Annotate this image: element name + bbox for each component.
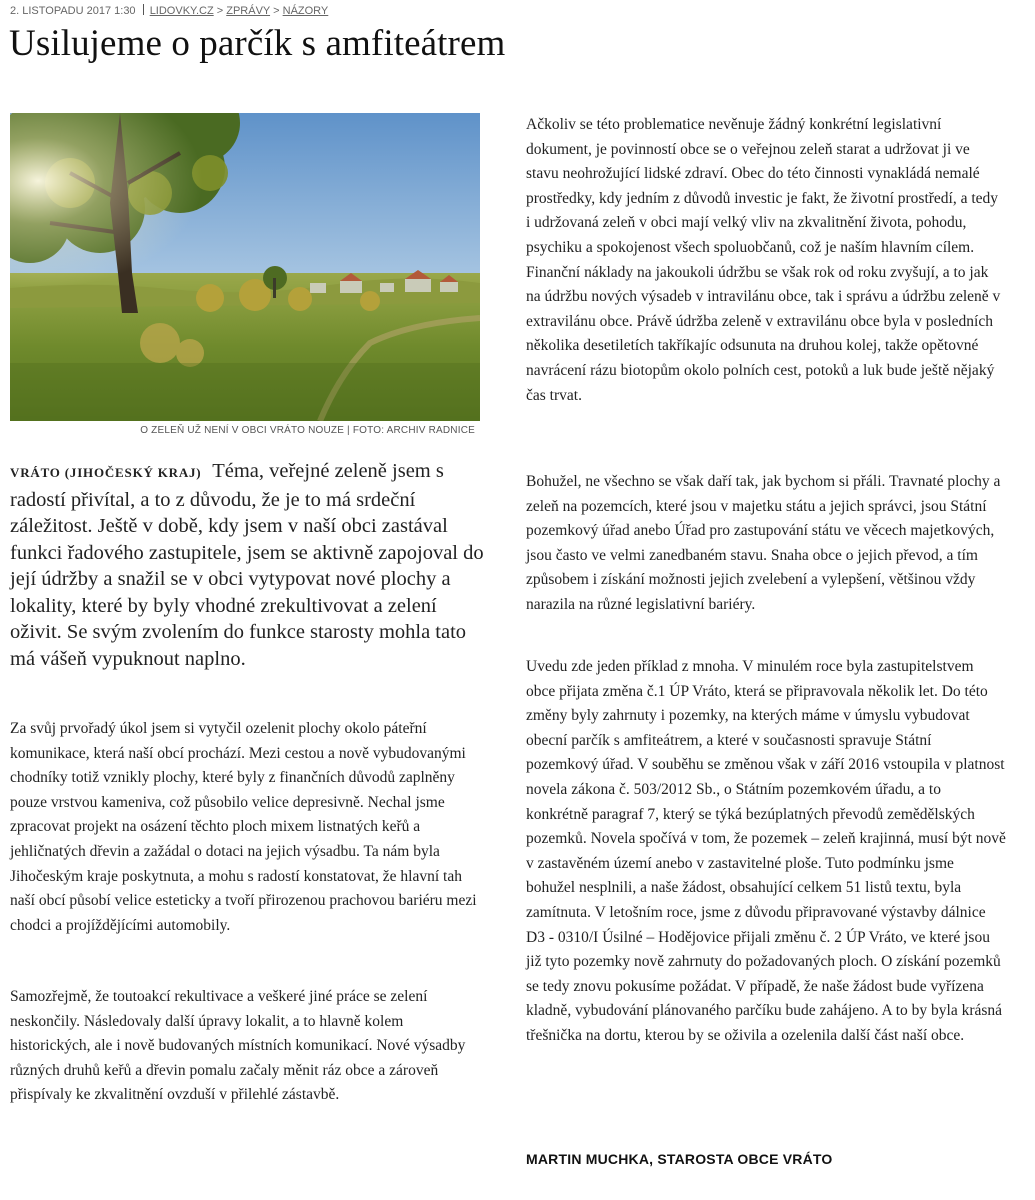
breadcrumb-zpravy[interactable]: ZPRÁVY <box>226 5 271 17</box>
paragraph-5: Uvedu zde jeden příklad z mnoha. V minulém roce byla zastupitelstvem obce přijata změna č.1 ÚP Vráto, která se připravovala několik let. Do této změny byly zahrnuty i pozemky, na kterých máme v úmyslu vybudovat obecní parčík s amfiteátrem, a které v současnosti spravuje Státní pozemkový úřad. V souběhu se změnou však v září 2016 vstoupila v platnost novela zákona č. 503/2012 Sb., o Státním pozemkovém úřadu, a to konkrétně paragraf 7, který se týká bezúplatných převodů zemědělských pozemků. Novela spočívá v tom, že pozemek – zeleň krajinná, musí být nově v zastavěném území anebo v zastavitelné ploše. Tuto podmínku jsme bohužel nesplnili, a naše žádost, obsahující celkem 51 listů textu, byla zamítnuta. V letošním roce, jsme z důvodu připravované výstavby dálnice D3 - 0310/I Úsilné – Hodějovice přijali změnu č. 2 ÚP Vráto, ve které jsou již tyto pozemky nově zahrnuty do požadovaných ploch. O získání pozemků se tedy znovu pokusíme požádat. V případě, že naše žádost bude vyřízena kladně, vybudování plánovaného parčíku bude zahájeno. A to by byla krásná třešnička na dortu, kterou by se oživila a ozelenila další část naší obce. <box>526 658 1006 1044</box>
dateline: VRÁTO (JIHOČESKÝ KRAJ) <box>10 465 202 480</box>
article-meta <box>10 4 328 17</box>
photo-caption: O ZELEŇ UŽ NENÍ V OBCI VRÁTO NOUZE | FOTO: ARCHIV RADNICE <box>140 425 475 436</box>
breadcrumb-lidovky[interactable]: LIDOVKY.CZ <box>149 5 214 17</box>
paragraph-1: Za svůj prvořadý úkol jsem si vytyčil ozelenit plochy okolo páteřní komunikace, která naší obcí prochází. Mezi cestou a nově vybudovanými chodníky totiž vznikly plochy, které byly z finančních důvodů zaplněny pouze vrstvou kameniva, což působilo velice depresivně. Nechal jsme zpracovat projekt na osázení těchto ploch mixem listnatých keřů a jehličnatých dřevin a zažádal o dotaci na jejich výsadbu. Ta nám byla Jihočeským kraje poskytnuta, a mohu s radostí konstatovat, že hlavní tah naší obcí působí velice esteticky a tvoří přirozenou prachovou bariéru mezi chodci a projíždějícími automobily. <box>10 720 477 934</box>
breadcrumb-separator: > <box>273 5 280 17</box>
meta-divider <box>143 4 144 15</box>
paragraph-4: Bohužel, ne všechno se však daří tak, jak bychom si přáli. Travnaté plochy a zeleň na pozemcích, které jsou v majetku státu a jejich správci, jsou Státní pozemkový úřad anebo Úřad pro zastupování státu ve věcech majetkových, jsou často ve velmi zanedbaném stavu. Snaha obce o jejich převod, a tím způsobem i získání možnosti jejich zvelebení a vylepšení, většinou vždy narazila na různé legislativní bariéry. <box>526 473 1001 613</box>
breadcrumb-nazory[interactable]: NÁZORY <box>282 5 329 17</box>
article-lead <box>10 458 485 672</box>
article-author: MARTIN MUCHKA, STAROSTA OBCE VRÁTO <box>526 1151 833 1167</box>
meadow-photo-illustration <box>10 113 480 421</box>
paragraph-2: Samozřejmě, že toutoakcí rekultivace a veškeré jiné práce se zelení neskončily. Následovaly další úpravy lokalit, a to hlavně kolem historických, ale i nově budovaných místních komunikací. Nové výsadby různých druhů keřů a dřevin pomalu začaly měnit ráz obce a zároveň přispívaly ke zkvalitnění ovzduší v přilehlé zástavbě. <box>10 988 466 1104</box>
lead-text: Téma, veřejné zeleně jsem s radostí přivítal, a to z důvodu, že je to má srdeční záležitost. Ještě v době, kdy jsem v naší obci zastával funkci řadového zastupitele, jsem se aktivně zapojoval do její údržby a snažil se v obci vytypovat nové plochy a lokality, které by byly vhodné zrekultivovat a zelení oživit. Se svým zvolením do funkce starosty mohla tato má vášeň vypuknout naplno. <box>10 460 484 670</box>
publish-date: 2. LISTOPADU 2017 1:30 <box>10 5 136 17</box>
paragraph-3: Ačkoliv se této problematice nevěnuje žádný konkrétní legislativní dokument, je povinností obce se o veřejnou zeleň starat a udržovat ji ve stavu neohrožující lidské zdraví. Obec do této činnosti vynakládá nemalé prostředky, kdy jedním z důvodů investic je fakt, že životní prostředí, a tedy i udržovaná zeleň v obci mají velký vliv na zkvalitnění života, pohodu, psychiku a spokojenost všech spoluobčanů, což je naším hlavním cílem. Finanční náklady na jakoukoli údržbu se však rok od roku zvyšují, a to jak na údržbu nových výsadeb v intravilánu obce, tak i správu a údržbu zeleně v extravilánu obce. Právě údržba zeleně v extravilánu obce byla v posledních několika desetiletích takříkajíc odsunuta na druhou kolej, takže opětovné navrácení rázu biotopům okolo polních cest, potoků a luk bude ještě nějaký čas trvat. <box>526 116 1001 404</box>
article-photo <box>10 113 480 421</box>
breadcrumb-separator: > <box>216 5 224 17</box>
article-title: Usilujeme o parčík s amfiteátrem <box>9 23 506 64</box>
